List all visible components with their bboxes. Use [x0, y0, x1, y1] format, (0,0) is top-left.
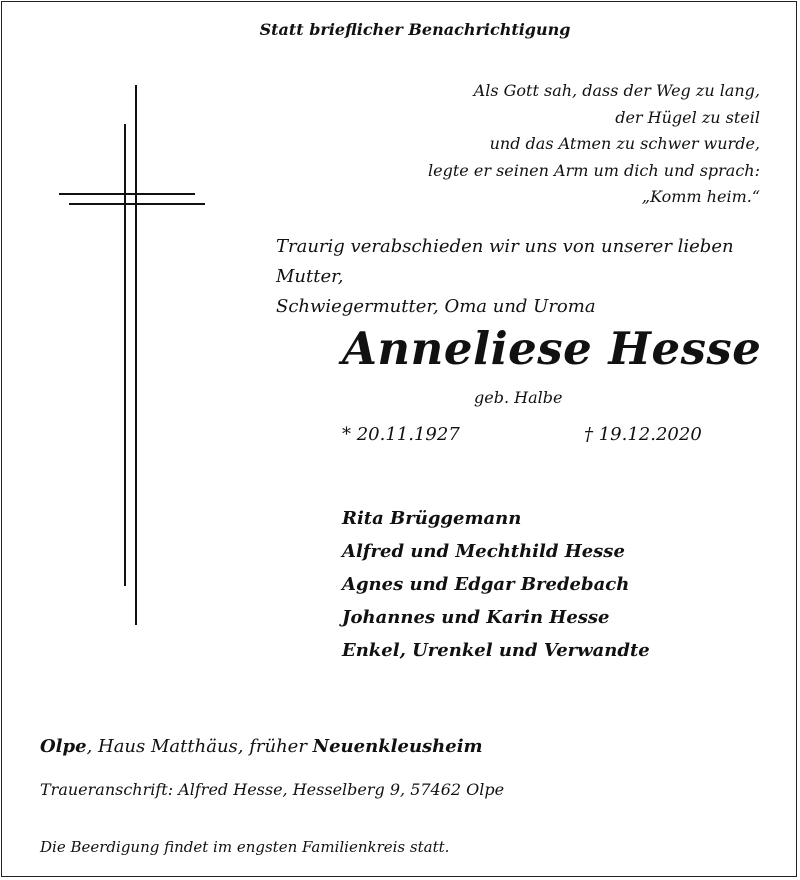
location-former: Neuenkleusheim	[312, 736, 483, 757]
location-town: Olpe	[40, 736, 87, 757]
funeral-note: Die Beerdigung findet im engsten Familienkreis statt.	[40, 838, 450, 856]
poem-line: Als Gott sah, dass der Weg zu lang,	[473, 81, 760, 100]
deceased-name: Anneliese Hesse	[342, 322, 762, 375]
poem-line: „Komm heim.“	[641, 187, 760, 206]
poem-line: und das Atmen zu schwer wurde,	[489, 134, 760, 153]
header-title: Statt brieflicher Benachrichtigung	[259, 20, 571, 39]
intro-line: Schwiegermutter, Oma und Uroma	[276, 296, 596, 317]
cross-vertical-long	[135, 85, 137, 625]
mourning-address: Traueranschrift: Alfred Hesse, Hesselberg 9, 57462 Olpe	[40, 780, 505, 799]
death-date: † 19.12.2020	[584, 424, 702, 445]
location-line	[40, 736, 483, 757]
mourners-list	[342, 502, 650, 667]
poem-line: der Hügel zu steil	[615, 107, 760, 127]
mourner-entry: Alfred und Mechthild Hesse	[342, 541, 625, 562]
intro-text	[276, 232, 800, 322]
poem	[428, 78, 760, 211]
birth-date: * 20.11.1927	[342, 424, 460, 445]
mourner-entry: Rita Brüggemann	[342, 508, 522, 529]
maiden-name: geb. Halbe	[474, 388, 563, 407]
cross-horizontal-top	[59, 193, 195, 195]
mourner-entry: Johannes und Karin Hesse	[342, 607, 610, 628]
mourner-entry: Enkel, Urenkel und Verwandte	[342, 640, 650, 661]
cross-horizontal-bottom	[69, 203, 205, 205]
mourner-entry: Agnes und Edgar Bredebach	[342, 574, 630, 595]
location-detail: , Haus Matthäus, früher	[86, 736, 313, 757]
intro-line: Traurig verabschieden wir uns von unserer lieben Mutter,	[276, 236, 734, 287]
poem-line: legte er seinen Arm um dich und sprach:	[428, 160, 760, 180]
